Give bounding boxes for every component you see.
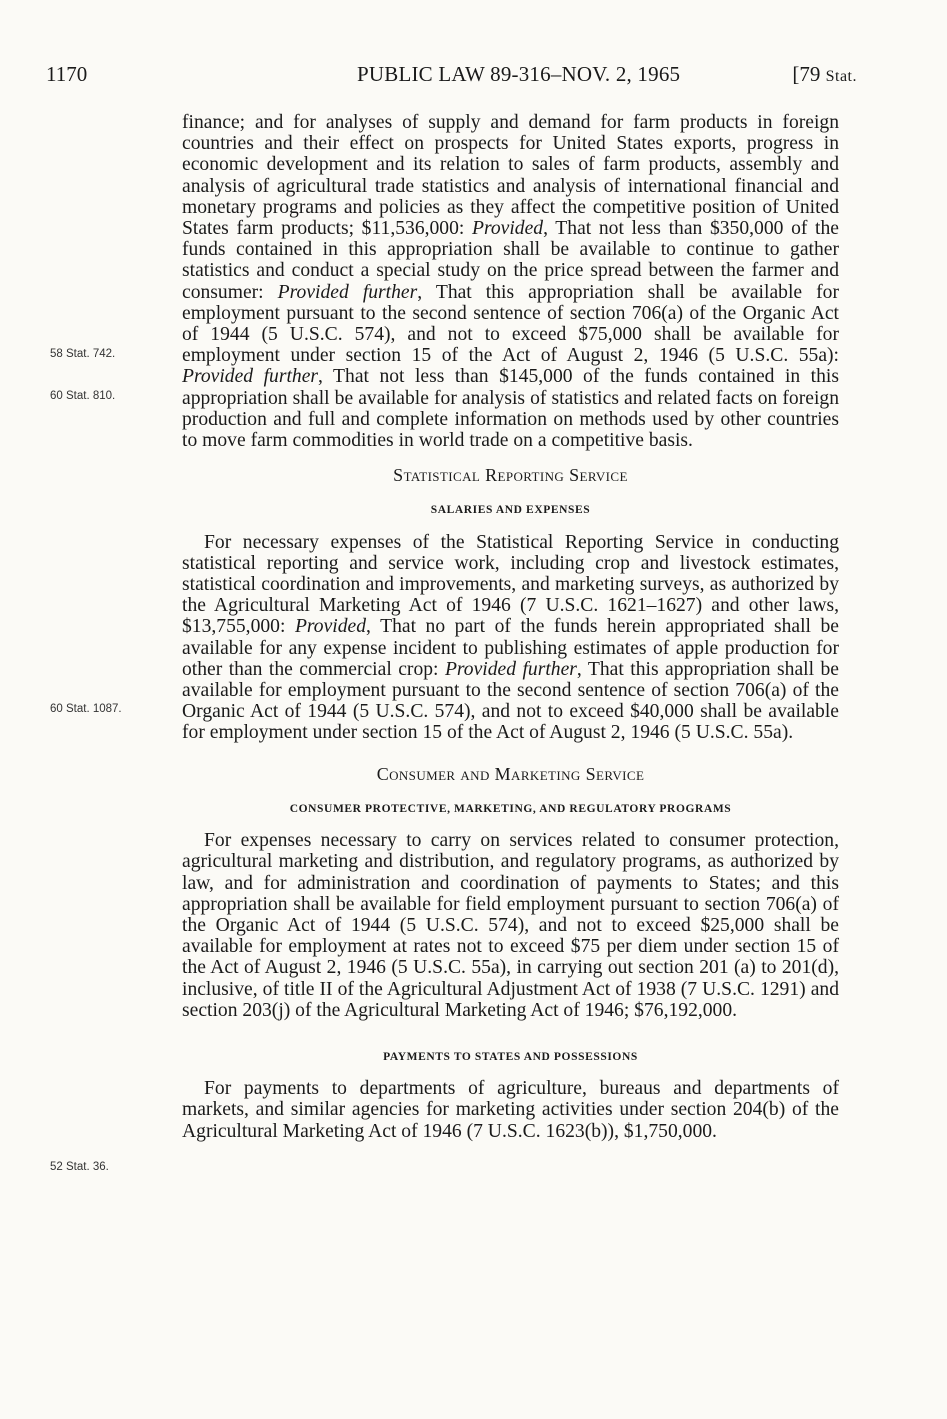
volume-label: Stat. — [825, 68, 857, 85]
margin-citation: 60 Stat. 810. — [50, 390, 116, 402]
paragraph-foreign-analysis — [182, 112, 839, 451]
paragraph-statistical-reporting — [182, 532, 839, 744]
text-run: , That not less than $145,000 of the funds contained in this appropriation shall be available for analysis of statistics and related facts on foreign production and full and complete information on methods used by other countries to move farm commodities in world trade on a competitive basis. — [182, 366, 839, 452]
text-run: , That no part of the funds herein appropriated shall be available for any expense incident to publishing estimates of apple production for other than the commercial crop: — [182, 616, 839, 680]
text-run: , That this appropriation shall be available for employment pursuant to the second sentence of section 706(a) of the Organic Act of 1944 (5 U.S.C. 574), and not to exceed $40,000 shall be available for employment under section 15 of the Act of August 2, 1946 (5 U.S.C. 55a). — [182, 658, 839, 744]
text-run: finance; and for analyses of supply and demand for farm products in foreign countries and their effect on prospects for United States exports, progress in economic development and its relation to sales of farm products, assembly and analysis of agricultural trade statistics and analysis of international financial and monetary programs and policies as they affect the competitive position of United States farm products; $11,536,000: — [182, 112, 839, 240]
subsection-heading: SALARIES AND EXPENSES — [430, 504, 591, 517]
text-run: , That this appropriation shall be available for employment pursuant to the second sentence of section 706(a) of the Organic Act of 1944 (5 U.S.C. 574), and not to exceed $75,000 shall be available for employment under section 15 of the Act of August 2, 1946 (5 U.S.C. 55a): — [182, 281, 839, 367]
subsection-heading: PAYMENTS TO STATES AND POSSESSIONS — [383, 1050, 638, 1063]
proviso: Provided further — [444, 658, 577, 680]
section-heading: Consumer and Marketing Service — [376, 763, 645, 784]
text-run: For necessary expenses of the Statistical Reporting Service in conducting statistical reporting and service work, including crop and livestock estimates, statistical coordination and improvements, and marketing surveys, as authorized by the Agricultural Marketing Act of 1946 (7 U.S.C. 1621–1627) and other laws, $13,755,000: — [182, 531, 839, 638]
volume-bracket: [79 — [792, 62, 826, 86]
page-number: 1170 — [46, 62, 88, 86]
text-run: , That not less than $350,000 of the funds contained in this appropriation shall be available to continue to gather statistics and conduct a special study on the price spread between the farmer and consumer: — [182, 218, 839, 303]
proviso: Provided — [294, 616, 367, 638]
margin-citation: 60 Stat. 1087. — [50, 703, 122, 715]
paragraph-consumer-marketing: For expenses necessary to carry on services related to consumer protection, agricultural marketing and distribution, and regulatory programs, as authorized by law, and for administration and coordination of payments to States; and this appropriation shall be available for field employment pursuant to section 706(a) of the Organic Act of 1944 (5 U.S.C. 574), and not to exceed $25,000 shall be available for employment at rates not to exceed $75 per diem under section 15 of the Act of August 2, 1946 (5 U.S.C. 55a), in carrying out section 201 (a) to 201(d), inclusive, of title II of the Agricultural Adjustment Act of 1938 (7 U.S.C. 1291) and section 203(j) of the Agricultural Marketing Act of 1946; $76,192,000. — [182, 830, 839, 1021]
section-heading: Statistical Reporting Service — [393, 465, 628, 486]
body-text — [182, 112, 839, 1142]
running-header — [46, 62, 857, 92]
proviso: Provided further — [182, 366, 319, 388]
margin-citation: 58 Stat. 742. — [50, 348, 116, 360]
volume-reference — [792, 62, 857, 87]
proviso: Provided — [472, 218, 544, 240]
paragraph-payments-states: For payments to departments of agriculture, bureaus and departments of markets, and similar agencies for marketing activities under section 204(b) of the Agricultural Marketing Act of 1946 (7 U.S.C. 1623(b)), $1,750,000. — [182, 1078, 839, 1142]
header-title: PUBLIC LAW 89-316–NOV. 2, 1965 — [357, 62, 681, 86]
subsection-heading: CONSUMER PROTECTIVE, MARKETING, AND REGULATORY PROGRAMS — [289, 802, 732, 815]
proviso: Provided further — [277, 281, 418, 303]
margin-citation: 52 Stat. 36. — [50, 1161, 109, 1173]
